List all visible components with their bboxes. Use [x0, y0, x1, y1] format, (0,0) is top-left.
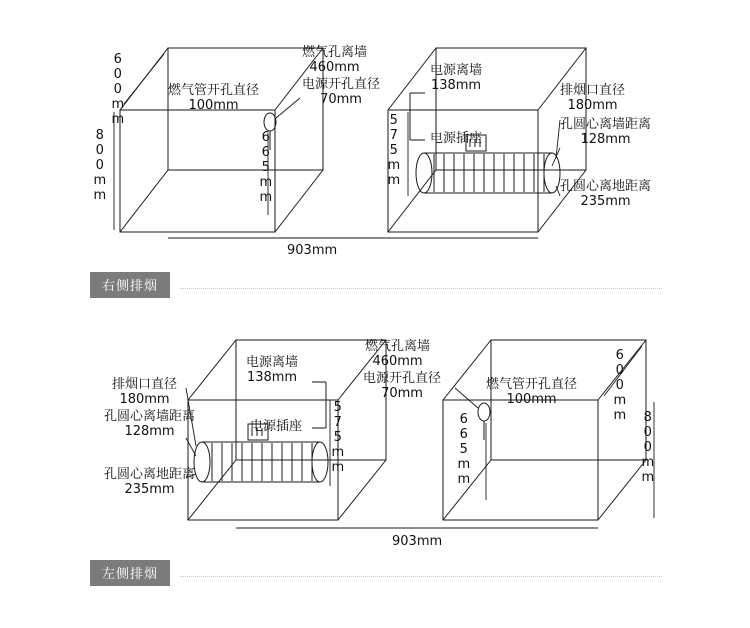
bottom-hole-center-to-wall-label: 孔圆心离墙距离 128mm — [104, 409, 196, 439]
bottom-hole-center-to-ground-label: 孔圆心离地距离 235mm — [104, 467, 196, 497]
bottom-power-from-wall-label: 电源离墙 138mm — [246, 355, 299, 385]
top-power-from-wall-label: 电源离墙 138mm — [430, 63, 483, 93]
top-left-cabinet — [120, 48, 323, 232]
top-hole-center-to-ground-label: 孔圆心离地距离 235mm — [560, 179, 652, 209]
top-exhaust-port-diameter-label: 排烟口直径 180mm — [560, 83, 626, 113]
bottom-height-665-label: 665mm — [456, 412, 472, 487]
top-depth-600-label: 600mm — [110, 52, 126, 127]
bottom-power-hole-diameter-label: 电源开孔直径 70mm — [363, 371, 442, 401]
bottom-duct — [194, 442, 328, 482]
top-divider — [180, 288, 662, 289]
top-width-903-label: 903mm — [287, 243, 338, 258]
bottom-height-575-label: 575mm — [330, 400, 346, 475]
top-gas-hole-from-wall-label: 燃气孔离墙 460mm — [302, 45, 368, 75]
bottom-gas-hole-from-wall-label: 燃气孔离墙 460mm — [365, 339, 431, 369]
top-height-575-label: 575mm — [386, 113, 402, 188]
top-hole-center-to-wall-label: 孔圆心离墙距离 128mm — [560, 117, 652, 147]
bottom-divider — [180, 576, 662, 577]
top-power-socket-label: 电源插座 — [430, 131, 483, 146]
top-power-hole-diameter-label: 电源开孔直径 70mm — [302, 77, 381, 107]
top-height-665-label: 665mm — [258, 130, 274, 205]
bottom-power-socket-label: 电源插座 — [250, 419, 303, 434]
section-tag-right-exhaust: 右侧排烟 — [90, 272, 170, 298]
section-tag-left-exhaust: 左侧排烟 — [90, 560, 170, 586]
bottom-height-800-label: 800mm — [640, 410, 656, 485]
bottom-gas-pipe-hole-diameter-label: 燃气管开孔直径 100mm — [486, 377, 578, 407]
top-gas-pipe-hole-diameter-label: 燃气管开孔直径 100mm — [168, 83, 260, 113]
bottom-width-903-label: 903mm — [392, 534, 443, 549]
bottom-exhaust-port-diameter-label: 排烟口直径 180mm — [112, 377, 178, 407]
bottom-depth-600-label: 600mm — [612, 348, 628, 423]
top-right-cabinet — [388, 48, 586, 232]
top-height-800-label: 800mm — [92, 128, 108, 203]
